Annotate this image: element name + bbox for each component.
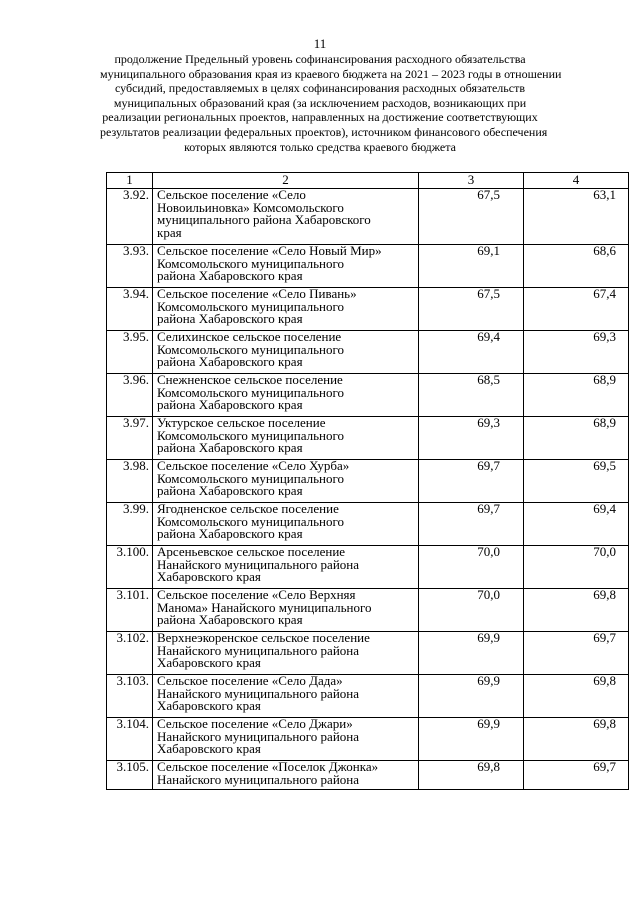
value-column-3: 69,8 — [419, 761, 524, 790]
municipality-name-line: Сельское поселение «Село — [157, 187, 306, 202]
municipality-name-line: Нанайского муниципального района — [157, 642, 360, 658]
table-row — [107, 503, 629, 546]
municipality-name — [153, 245, 419, 288]
row-number: 3.93. — [107, 245, 153, 288]
municipality-name — [153, 460, 419, 503]
municipality-name-line: Нанайского муниципального района — [157, 685, 360, 701]
table-row — [107, 632, 629, 675]
caption-line: субсидий, предоставляемых в целях софинансирования расходных обязательств — [114, 81, 526, 96]
municipality-name-line: Селихинское сельское поселение — [157, 329, 342, 344]
municipality-name-line: Хабаровского края — [157, 698, 261, 714]
value-column-3: 69,3 — [419, 417, 524, 460]
municipality-name-line: Хабаровского края — [157, 569, 261, 585]
value-column-4: 69,5 — [524, 460, 629, 503]
table-row — [107, 718, 629, 761]
value-column-4: 69,8 — [524, 675, 629, 718]
row-number: 3.103. — [107, 675, 153, 718]
value-column-3: 70,0 — [419, 546, 524, 589]
municipality-name-line: Сельское поселение «Поселок Джонка» — [157, 759, 379, 774]
caption-line: продолжение Предельный уровень софинансирования расходного обязательства — [114, 52, 526, 66]
value-column-4: 69,8 — [524, 589, 629, 632]
municipality-name-line: Комсомольского муниципального — [157, 384, 344, 400]
value-column-4: 68,6 — [524, 245, 629, 288]
value-column-3: 69,4 — [419, 331, 524, 374]
row-number: 3.101. — [107, 589, 153, 632]
value-column-4: 67,4 — [524, 288, 629, 331]
municipality-name-line: Новоильиновка» Комсомольского — [157, 199, 344, 215]
municipality-name — [153, 718, 419, 761]
municipality-name-line: Сельское поселение «Село Новый Мир» — [157, 243, 382, 258]
value-column-4: 69,3 — [524, 331, 629, 374]
value-column-4: 68,9 — [524, 374, 629, 417]
value-column-4: 69,7 — [524, 761, 629, 790]
municipality-name — [153, 374, 419, 417]
column-header-3: 3 — [419, 173, 524, 189]
value-column-4: 69,7 — [524, 632, 629, 675]
municipality-name-line: района Хабаровского края — [157, 268, 303, 284]
municipality-name-line: Комсомольского муниципального — [157, 341, 344, 357]
municipality-name-line: Комсомольского муниципального — [157, 470, 344, 486]
value-column-3: 70,0 — [419, 589, 524, 632]
table-row — [107, 331, 629, 374]
table-row — [107, 245, 629, 288]
row-number: 3.99. — [107, 503, 153, 546]
municipality-name-line: Комсомольского муниципального — [157, 298, 344, 314]
municipality-name-line: Комсомольского муниципального — [157, 513, 344, 529]
municipality-name-line: района Хабаровского края — [157, 311, 303, 327]
municipality-name-line: Нанайского муниципального района — [157, 728, 360, 744]
municipality-name-line: района Хабаровского края — [157, 612, 303, 628]
table-row — [107, 546, 629, 589]
value-column-4: 70,0 — [524, 546, 629, 589]
table-row — [107, 189, 629, 245]
municipality-name-line: муниципального района Хабаровского — [157, 212, 371, 228]
column-header-1: 1 — [107, 173, 153, 189]
municipality-name — [153, 589, 419, 632]
municipality-name — [153, 288, 419, 331]
municipality-name — [153, 189, 419, 245]
table-row — [107, 589, 629, 632]
municipality-name-line: Нанайского муниципального района — [157, 556, 360, 572]
caption-line: результатов реализации федеральных проектов), источником финансового обеспечения — [100, 124, 548, 139]
value-column-3: 69,7 — [419, 503, 524, 546]
municipality-name — [153, 761, 419, 790]
municipality-name-line: Снежненское сельское поселение — [157, 372, 343, 387]
value-column-4: 69,4 — [524, 503, 629, 546]
municipality-name-line: края — [157, 224, 182, 240]
row-number: 3.92. — [107, 189, 153, 245]
value-column-3: 68,5 — [419, 374, 524, 417]
municipality-name-line: района Хабаровского края — [157, 354, 303, 370]
municipality-name-line: Хабаровского края — [157, 655, 261, 671]
caption-line: муниципальных образований края (за исключением расходов, возникающих при — [113, 95, 527, 110]
row-number: 3.104. — [107, 718, 153, 761]
value-column-4: 63,1 — [524, 189, 629, 245]
table-row — [107, 675, 629, 718]
table-row — [107, 417, 629, 460]
value-column-3: 69,9 — [419, 632, 524, 675]
row-number: 3.105. — [107, 761, 153, 790]
table-row — [107, 374, 629, 417]
value-column-3: 69,9 — [419, 718, 524, 761]
caption-line: реализации региональных проектов, направленных на достижение соответствующих — [102, 110, 538, 125]
caption-line: муниципального образования края из краевого бюджета на 2021 – 2023 годы в отношении — [100, 66, 562, 81]
municipality-name — [153, 546, 419, 589]
municipality-name-line: района Хабаровского края — [157, 526, 303, 542]
municipality-name-line: района Хабаровского края — [157, 483, 303, 499]
column-header-4: 4 — [524, 173, 629, 189]
municipality-name-line: района Хабаровского края — [157, 440, 303, 456]
row-number: 3.96. — [107, 374, 153, 417]
municipality-name-line: Комсомольского муниципального — [157, 255, 344, 271]
municipality-name — [153, 417, 419, 460]
municipality-name-line: Манома» Нанайского муниципального — [157, 599, 372, 615]
row-number: 3.95. — [107, 331, 153, 374]
municipality-name-line: Хабаровского края — [157, 741, 261, 757]
municipality-name-line: Сельское поселение «Село Дада» — [157, 673, 343, 688]
row-number: 3.98. — [107, 460, 153, 503]
row-number: 3.102. — [107, 632, 153, 675]
value-column-4: 69,8 — [524, 718, 629, 761]
municipality-name-line: Сельское поселение «Село Джари» — [157, 716, 353, 731]
value-column-3: 67,5 — [419, 189, 524, 245]
value-column-4: 68,9 — [524, 417, 629, 460]
caption-line: которых являются только средства краевого бюджета — [184, 139, 456, 154]
row-number: 3.94. — [107, 288, 153, 331]
table-row — [107, 761, 629, 790]
municipality-name-line: Сельское поселение «Село Пивань» — [157, 286, 357, 301]
table-row — [107, 460, 629, 503]
municipality-name-line: Комсомольского муниципального — [157, 427, 344, 443]
municipality-name-line: Сельское поселение «Село Верхняя — [157, 587, 356, 602]
municipality-name-line: Ягодненское сельское поселение — [157, 501, 339, 516]
table-row — [107, 288, 629, 331]
value-column-3: 67,5 — [419, 288, 524, 331]
municipality-name-line: Уктурское сельское поселение — [157, 415, 326, 430]
municipality-name-line: района Хабаровского края — [157, 397, 303, 413]
row-number: 3.100. — [107, 546, 153, 589]
municipality-name-line: Арсеньевское сельское поселение — [157, 544, 346, 559]
municipality-name — [153, 675, 419, 718]
municipality-name-line: Верхнеэкоренское сельское поселение — [157, 630, 370, 645]
value-column-3: 69,9 — [419, 675, 524, 718]
table-caption — [100, 52, 562, 154]
value-column-3: 69,1 — [419, 245, 524, 288]
municipality-name — [153, 632, 419, 675]
municipality-name-line: Нанайского муниципального района — [157, 771, 360, 787]
municipality-name — [153, 503, 419, 546]
page-number: 11 — [313, 36, 327, 51]
municipality-name — [153, 331, 419, 374]
row-number: 3.97. — [107, 417, 153, 460]
subsidy-table — [106, 172, 629, 790]
column-header-2: 2 — [153, 173, 419, 189]
value-column-3: 69,7 — [419, 460, 524, 503]
municipality-name-line: Сельское поселение «Село Хурба» — [157, 458, 350, 473]
